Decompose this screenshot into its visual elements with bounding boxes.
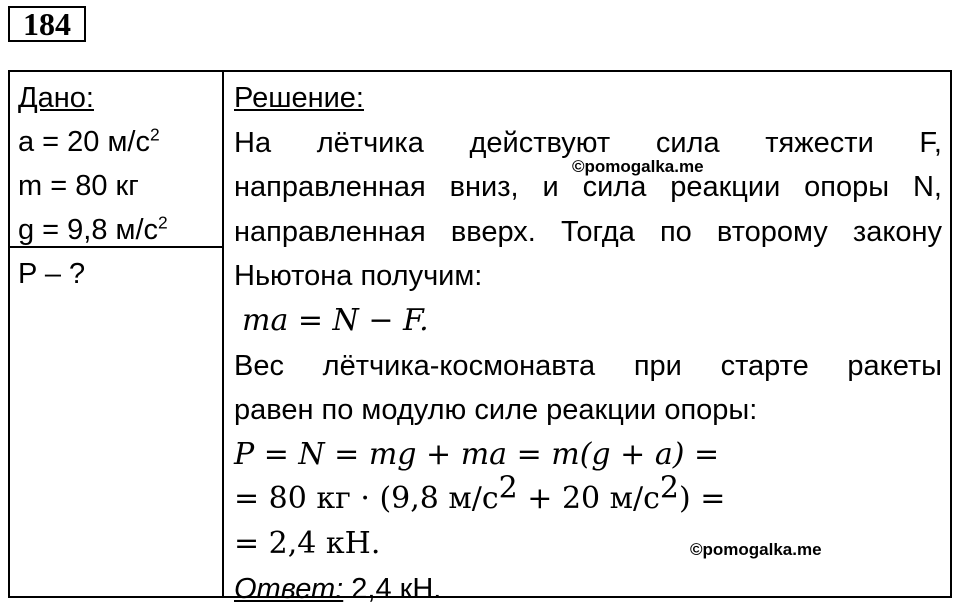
given-gravity: g = 9,8 $м/с^2$ bbox=[18, 212, 168, 246]
problem-number: 184 bbox=[8, 6, 86, 42]
given-section bbox=[18, 76, 168, 252]
given-heading: Дано: bbox=[18, 82, 94, 114]
answer bbox=[234, 567, 942, 611]
find-weight: P – ? bbox=[18, 258, 86, 290]
watermark-bottom: ©pomogalka.me bbox=[690, 540, 822, 559]
given-acceleration: a = 20 $м/с^2$ bbox=[18, 124, 160, 158]
answer-value: 2,4 кН. bbox=[343, 572, 442, 605]
solution-line-2: направленная вниз, и сила реакции опоры N, bbox=[234, 171, 942, 204]
answer-label: Ответ: bbox=[234, 572, 344, 605]
given-mass: m = 80 кг bbox=[18, 170, 139, 202]
solution-heading: Решение: bbox=[234, 82, 364, 114]
equation-result: = 2,4 кН. bbox=[234, 525, 381, 561]
equation-substitution: = 80 кг · (9,8 $м/с^2 + 20$ $м/с^2$) = bbox=[234, 470, 726, 517]
find-section bbox=[18, 252, 85, 296]
solution-line-4: Ньютона получим: bbox=[234, 260, 483, 293]
solution-line-6: равен по модулю силе реакции опоры: bbox=[234, 394, 758, 427]
equation-weight: P = N = mg + ma = m(g + a) = bbox=[234, 436, 720, 472]
column-divider bbox=[222, 70, 224, 598]
solution-line-3: направленная вверх. Тогда по второму закону bbox=[234, 215, 942, 248]
watermark-top: ©pomogalka.me bbox=[572, 157, 704, 176]
solution-line-1: На лётчика действуют сила тяжести F, bbox=[234, 126, 942, 159]
equation-newton: ma = N − F. bbox=[242, 302, 429, 338]
solution-line-5: Вес лётчика-космонавта при старте ракеты bbox=[234, 349, 942, 382]
